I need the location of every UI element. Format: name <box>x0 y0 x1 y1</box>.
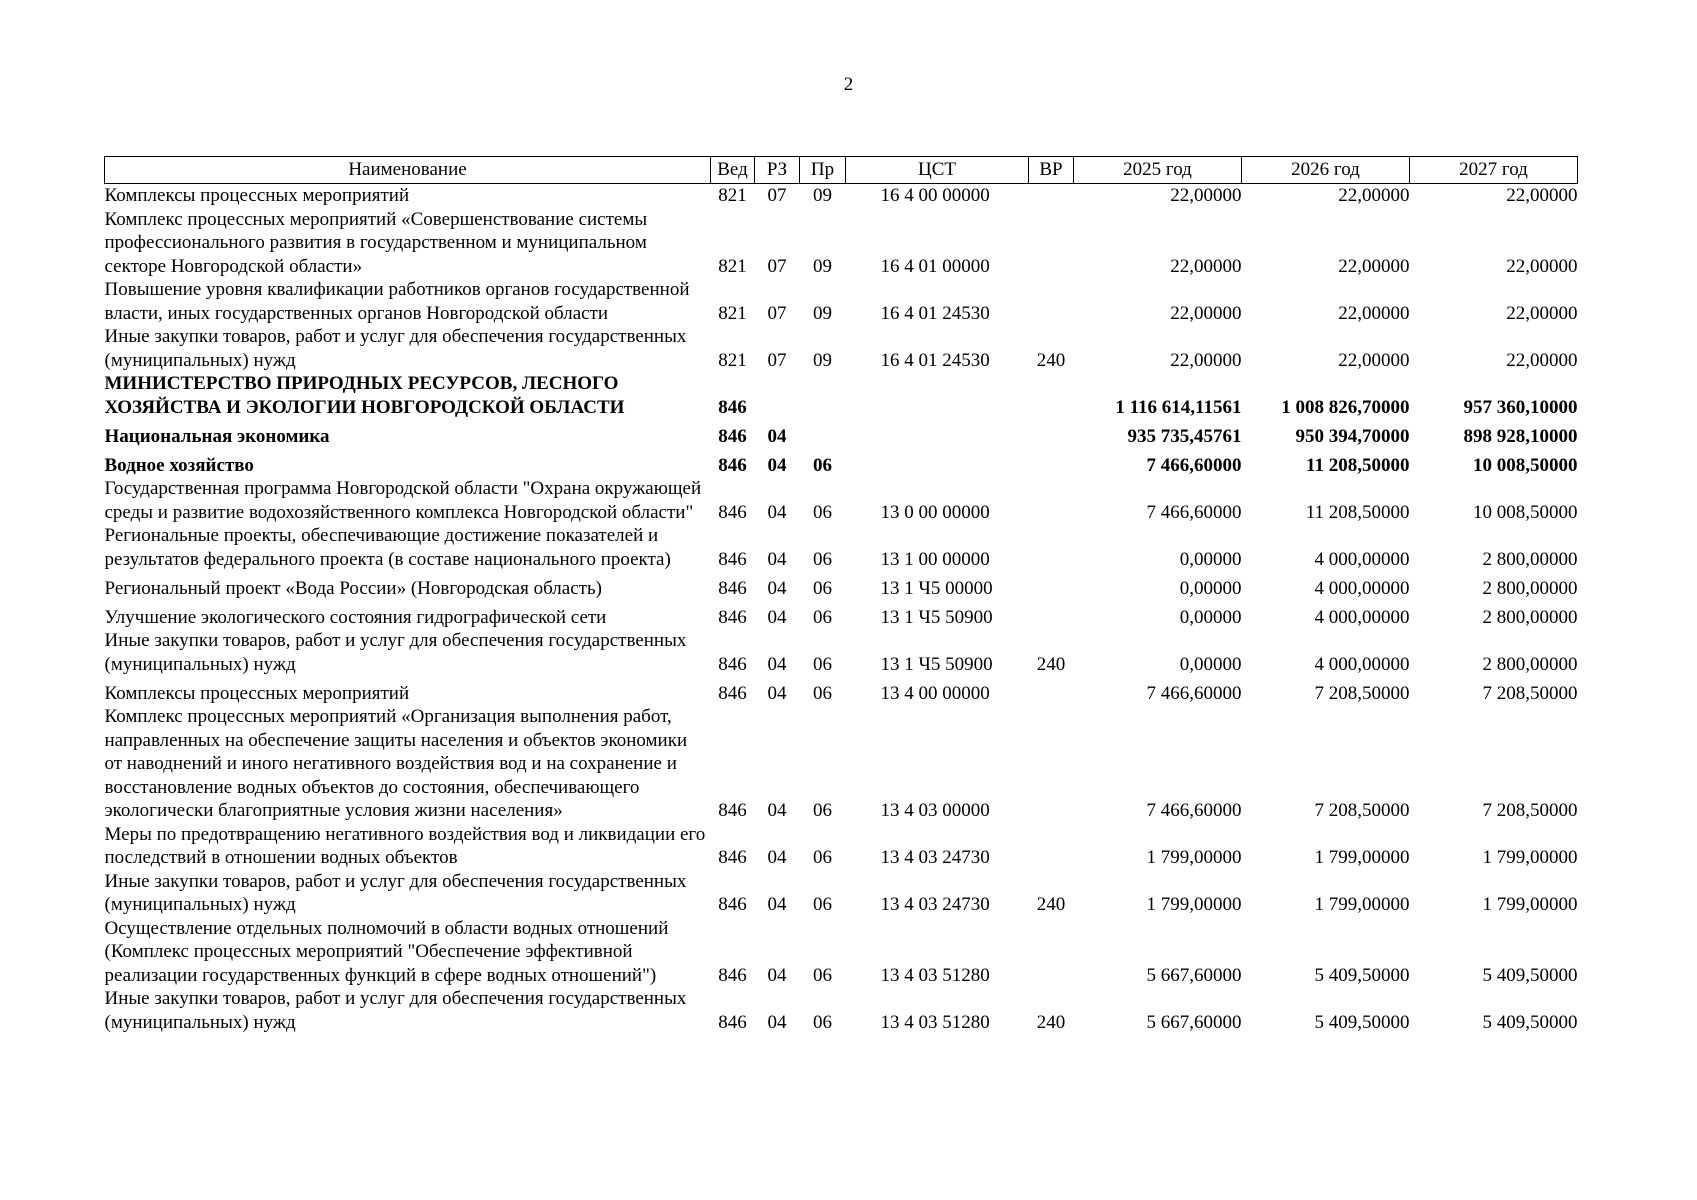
cell-vr <box>1029 372 1074 419</box>
header-pr: Пр <box>800 157 846 184</box>
cell-2026: 11 208,50000 <box>1305 501 1410 523</box>
cell-rz: 07 <box>767 255 787 277</box>
cell-2027: 22,00000 <box>1506 349 1578 371</box>
cell-vr <box>1029 208 1074 279</box>
table-row <box>105 571 1578 600</box>
cell-name: Региональные проекты, обеспечивающие достижение показателей и результатов федерального проекта (в составе национального проекта) <box>104 525 671 570</box>
cell-ved: 846 <box>718 1011 747 1033</box>
cell-rz: 04 <box>767 454 787 476</box>
cell-2027: 10 008,50000 <box>1473 454 1578 476</box>
cell-name: Повышение уровня квалификации работников органов государственной власти, иных государственных органов Новгородской области <box>104 279 690 324</box>
cell-pr <box>800 372 846 419</box>
cell-name: Иные закупки товаров, работ и услуг для обеспечения государственных (муниципальных) нужд <box>104 630 687 675</box>
cell-rz: 04 <box>767 501 787 523</box>
cell-vr: 240 <box>1036 349 1066 371</box>
header-2026: 2026 год <box>1242 157 1410 184</box>
cell-name: Водное хозяйство <box>104 454 254 476</box>
header-cst: ЦСТ <box>846 157 1029 184</box>
cell-name: Улучшение экологического состояния гидрографической сети <box>104 606 607 628</box>
cell-name: МИНИСТЕРСТВО ПРИРОДНЫХ РЕСУРСОВ, ЛЕСНОГО ХОЗЯЙСТВА И ЭКОЛОГИИ НОВГОРОДСКОЙ ОБЛАСТИ <box>104 373 625 418</box>
cell-2027: 2 800,00000 <box>1482 548 1578 570</box>
cell-ved: 821 <box>718 349 747 371</box>
header-2027: 2027 год <box>1410 157 1578 184</box>
cell-2025: 22,00000 <box>1170 349 1242 371</box>
cell-2026: 22,00000 <box>1338 185 1410 206</box>
cell-2025: 22,00000 <box>1170 255 1242 277</box>
table-row <box>105 705 1578 823</box>
cell-name: Иные закупки товаров, работ и услуг для обеспечения государственных (муниципальных) нужд <box>104 988 687 1033</box>
cell-2027: 22,00000 <box>1506 255 1578 277</box>
header-ved: Вед <box>711 157 755 184</box>
cell-2026: 22,00000 <box>1338 349 1410 371</box>
cell-vr <box>1029 705 1074 823</box>
cell-pr: 09 <box>813 185 832 206</box>
cell-name: Комплексы процессных мероприятий <box>104 185 410 206</box>
table-header-row <box>105 157 1578 184</box>
cell-pr: 06 <box>813 800 832 821</box>
cell-ved: 846 <box>718 894 747 915</box>
cell-cst: 13 4 03 00000 <box>880 800 990 821</box>
cell-2026: 7 208,50000 <box>1314 800 1410 821</box>
table-row <box>105 372 1578 419</box>
cell-ved: 846 <box>718 501 747 523</box>
cell-2027: 22,00000 <box>1506 302 1578 324</box>
cell-rz: 04 <box>767 577 787 599</box>
cell-pr: 06 <box>813 964 832 986</box>
cell-pr <box>800 419 846 448</box>
cell-name: Комплексы процессных мероприятий <box>104 682 410 704</box>
cell-cst <box>846 448 1029 477</box>
cell-vr <box>1029 278 1074 325</box>
table-row <box>105 917 1578 988</box>
cell-2025: 0,00000 <box>1179 606 1242 628</box>
cell-2025: 1 799,00000 <box>1146 894 1242 915</box>
cell-vr <box>1029 571 1074 600</box>
cell-rz: 04 <box>767 800 787 821</box>
table-row <box>105 448 1578 477</box>
cell-rz: 04 <box>767 548 787 570</box>
header-2025: 2025 год <box>1074 157 1242 184</box>
cell-2026: 22,00000 <box>1338 302 1410 324</box>
cell-2026: 4 000,00000 <box>1314 577 1410 599</box>
cell-2027: 2 800,00000 <box>1482 653 1578 675</box>
cell-name: Региональный проект «Вода России» (Новгородская область) <box>104 577 602 599</box>
cell-2025: 0,00000 <box>1179 577 1242 599</box>
cell-2027: 5 409,50000 <box>1482 1011 1578 1033</box>
cell-2025: 7 466,60000 <box>1146 800 1242 821</box>
cell-rz: 07 <box>767 185 787 206</box>
cell-pr: 06 <box>813 682 832 704</box>
cell-2027: 1 799,00000 <box>1482 894 1578 915</box>
cell-2025: 22,00000 <box>1170 185 1242 206</box>
table-row <box>105 524 1578 571</box>
cell-cst: 13 1 Ч5 50900 <box>880 653 993 675</box>
cell-vr <box>1029 524 1074 571</box>
table-row <box>105 419 1578 448</box>
cell-vr <box>1029 823 1074 870</box>
table-row <box>105 325 1578 372</box>
cell-2026: 22,00000 <box>1338 255 1410 277</box>
cell-pr: 06 <box>813 606 832 628</box>
cell-2026: 4 000,00000 <box>1314 606 1410 628</box>
table-row <box>105 629 1578 676</box>
cell-cst: 13 0 00 00000 <box>880 501 990 523</box>
cell-2025: 0,00000 <box>1179 548 1242 570</box>
cell-cst: 13 4 03 24730 <box>880 847 990 868</box>
table-row <box>105 208 1578 279</box>
cell-ved: 846 <box>718 577 747 599</box>
header-name: Наименование <box>105 157 711 184</box>
cell-rz <box>755 372 800 419</box>
cell-name: Иные закупки товаров, работ и услуг для обеспечения государственных (муниципальных) нужд <box>104 870 687 915</box>
cell-rz: 04 <box>767 653 787 675</box>
cell-rz: 04 <box>767 1011 787 1033</box>
cell-ved: 846 <box>718 964 747 986</box>
cell-pr: 06 <box>813 1011 832 1033</box>
cell-rz: 04 <box>767 606 787 628</box>
cell-cst: 13 4 03 51280 <box>880 964 990 986</box>
cell-2026: 5 409,50000 <box>1314 964 1410 986</box>
cell-ved: 846 <box>718 548 747 570</box>
table-body <box>105 184 1578 1035</box>
cell-rz: 07 <box>767 349 787 371</box>
cell-pr: 09 <box>813 302 832 324</box>
cell-2027: 1 799,00000 <box>1482 847 1578 868</box>
cell-2027: 22,00000 <box>1506 185 1578 206</box>
header-rz: РЗ <box>755 157 800 184</box>
cell-rz: 07 <box>767 302 787 324</box>
cell-ved: 846 <box>718 396 747 418</box>
table-row <box>105 987 1578 1034</box>
cell-vr <box>1029 448 1074 477</box>
cell-2027: 7 208,50000 <box>1482 682 1578 704</box>
cell-vr: 240 <box>1036 653 1066 675</box>
cell-rz: 04 <box>767 964 787 986</box>
cell-2025: 7 466,60000 <box>1146 682 1242 704</box>
cell-name: Осуществление отдельных полномочий в области водных отношений (Комплекс процессных мероприятий "Обеспечение эффективной реализации государственных функций в сфере водных отношений") <box>104 917 669 986</box>
cell-pr: 06 <box>813 847 832 868</box>
cell-cst: 13 1 00 00000 <box>880 548 990 570</box>
cell-ved: 821 <box>718 255 747 277</box>
cell-ved: 846 <box>718 454 747 476</box>
cell-cst: 16 4 01 24530 <box>880 302 990 324</box>
cell-2026: 4 000,00000 <box>1314 548 1410 570</box>
cell-2025: 7 466,60000 <box>1146 501 1242 523</box>
cell-2027: 957 360,10000 <box>1463 396 1578 418</box>
cell-rz: 04 <box>767 847 787 868</box>
cell-ved: 846 <box>718 425 747 447</box>
cell-ved: 846 <box>718 682 747 704</box>
cell-2026: 4 000,00000 <box>1314 653 1410 675</box>
cell-vr <box>1029 477 1074 524</box>
table-row <box>105 823 1578 870</box>
cell-2026: 11 208,50000 <box>1306 454 1410 476</box>
cell-2025: 0,00000 <box>1179 653 1242 675</box>
table-row <box>105 600 1578 629</box>
cell-name: Комплекс процессных мероприятий «Совершенствование системы профессионального развития в государственном и муниципальном секторе Новгородской области» <box>104 208 648 277</box>
cell-name: Меры по предотвращению негативного воздействия вод и ликвидации его последствий в отношении водных объектов <box>104 823 706 868</box>
page-number: 2 <box>843 74 854 95</box>
cell-ved: 821 <box>718 185 747 206</box>
cell-cst <box>846 419 1029 448</box>
cell-2025: 22,00000 <box>1170 302 1242 324</box>
cell-2027: 10 008,50000 <box>1473 501 1578 523</box>
cell-2026: 950 394,70000 <box>1295 425 1410 447</box>
cell-cst: 13 4 03 51280 <box>880 1011 990 1033</box>
cell-2025: 1 799,00000 <box>1146 847 1242 868</box>
cell-2026: 7 208,50000 <box>1314 682 1410 704</box>
table-row <box>105 477 1578 524</box>
table-row <box>105 676 1578 705</box>
cell-rz: 04 <box>767 425 787 447</box>
cell-ved: 821 <box>718 302 747 324</box>
cell-pr: 06 <box>813 653 832 675</box>
cell-2027: 898 928,10000 <box>1463 425 1578 447</box>
cell-pr: 09 <box>813 349 832 371</box>
table-row <box>105 184 1578 208</box>
cell-rz: 04 <box>767 682 787 704</box>
cell-pr: 06 <box>813 501 832 523</box>
cell-cst: 13 4 03 24730 <box>880 894 990 915</box>
cell-name: Национальная экономика <box>104 425 330 447</box>
cell-2027: 2 800,00000 <box>1482 577 1578 599</box>
cell-2026: 1 008 826,70000 <box>1281 396 1410 418</box>
cell-cst: 13 1 Ч5 50900 <box>880 606 993 628</box>
cell-2027: 7 208,50000 <box>1482 800 1578 821</box>
table-row <box>105 870 1578 917</box>
cell-ved: 846 <box>718 653 747 675</box>
header-vr: ВР <box>1029 157 1074 184</box>
cell-2025: 5 667,60000 <box>1146 964 1242 986</box>
cell-cst: 16 4 01 24530 <box>880 349 990 371</box>
cell-vr: 240 <box>1036 1011 1066 1033</box>
cell-2027: 2 800,00000 <box>1482 606 1578 628</box>
cell-name: Государственная программа Новгородской области "Охрана окружающей среды и развитие водохозяйственного комплекса Новгородской области" <box>104 478 702 523</box>
cell-cst: 13 4 00 00000 <box>880 682 990 704</box>
cell-rz: 04 <box>767 894 787 915</box>
cell-2025: 935 735,45761 <box>1127 425 1242 447</box>
cell-2026: 5 409,50000 <box>1314 1011 1410 1033</box>
table-row <box>105 278 1578 325</box>
cell-2026: 1 799,00000 <box>1314 894 1410 915</box>
cell-2027: 5 409,50000 <box>1482 964 1578 986</box>
cell-cst <box>846 372 1029 419</box>
cell-vr <box>1029 600 1074 629</box>
cell-2025: 7 466,60000 <box>1146 454 1242 476</box>
cell-ved: 846 <box>718 800 747 821</box>
cell-pr: 06 <box>813 577 832 599</box>
cell-name: Комплекс процессных мероприятий «Организация выполнения работ, направленных на обеспечение защиты населения и объектов экономики от наводнений и иного негативного воздействия вод и на сохранение и восстановление водных объектов до состояния, обеспечивающего экологически благоприятные условия жизни населения» <box>104 706 688 821</box>
cell-cst: 13 1 Ч5 00000 <box>880 577 993 599</box>
cell-ved: 846 <box>718 847 747 868</box>
cell-2025: 5 667,60000 <box>1146 1011 1242 1033</box>
cell-pr: 06 <box>813 548 832 570</box>
cell-2025: 1 116 614,11561 <box>1115 396 1242 418</box>
cell-pr: 06 <box>813 454 832 476</box>
cell-pr: 06 <box>813 894 832 915</box>
cell-vr <box>1029 419 1074 448</box>
cell-vr: 240 <box>1036 894 1066 915</box>
cell-vr <box>1029 917 1074 988</box>
budget-table <box>104 156 1578 1034</box>
cell-vr <box>1029 184 1074 208</box>
cell-ved: 846 <box>718 606 747 628</box>
cell-cst: 16 4 01 00000 <box>880 255 990 277</box>
cell-vr <box>1029 676 1074 705</box>
cell-cst: 16 4 00 00000 <box>880 185 990 206</box>
cell-pr: 09 <box>813 255 832 277</box>
cell-2026: 1 799,00000 <box>1314 847 1410 868</box>
cell-name: Иные закупки товаров, работ и услуг для обеспечения государственных (муниципальных) нужд <box>104 326 687 371</box>
